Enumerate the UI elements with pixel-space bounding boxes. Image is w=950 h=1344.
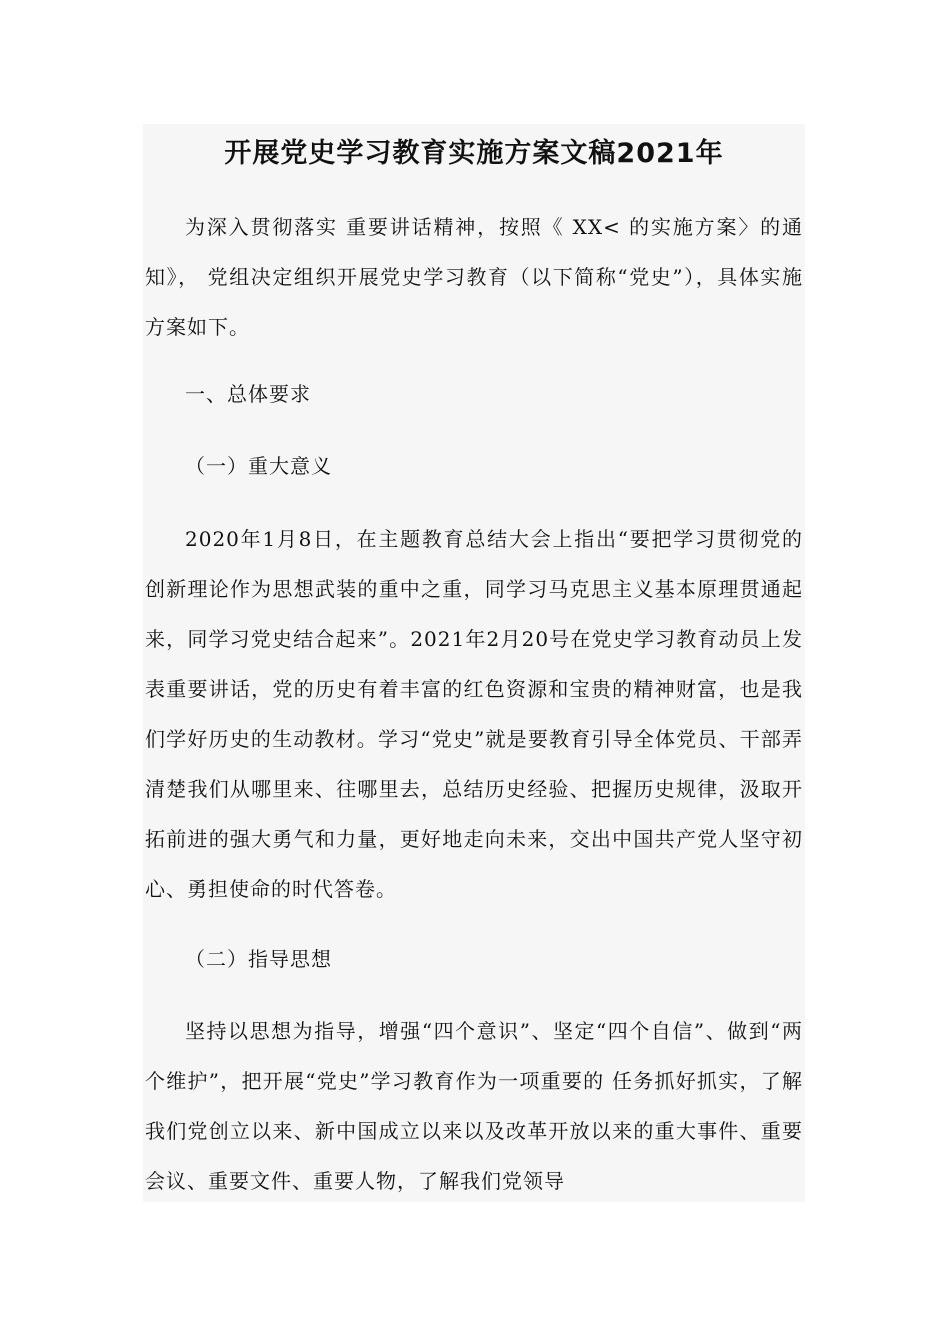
intro-paragraph: 为深入贯彻落实 重要讲话精神，按照《 XX< 的实施方案〉的通知》， 党组决定组织开展党史学习教育（以下简称“党史”），具体实施方案如下。	[145, 215, 803, 339]
subsection-heading-guiding-ideology: （二）指导思想	[185, 947, 332, 971]
document-title: 开展党史学习教育实施方案文稿2021年	[224, 138, 724, 169]
guiding-ideology-paragraph: 坚持以思想为指导，增强“四个意识”、坚定“四个自信”、做到“两个维护”，把开展“党史”学习教育作为一项重要的 任务抓好抓实，了解我们党创立以来、新中国成立以来以及改革开放以来的重大事件、重要会议、重要文件、重要人物，了解我们党领导	[145, 1019, 803, 1193]
section-heading-overall-requirements: 一、总体要求	[185, 382, 311, 406]
document-page	[143, 124, 805, 1202]
subsection-heading-significance: （一）重大意义	[185, 454, 332, 478]
significance-paragraph: 2020年1月8日，在主题教育总结大会上指出“要把学习贯彻党的创新理论作为思想武装的重中之重，同学习马克思主义基本原理贯通起来，同学习党史结合起来”。2021年2月20号在党史学习教育动员上发表重要讲话，党的历史有着丰富的红色资源和宝贵的精神财富，也是我们学好历史的生动教材。学习“党史”就是要教育引导全体党员、干部弄清楚我们从哪里来、往哪里去，总结历史经验、把握历史规律，汲取开拓前进的强大勇气和力量，更好地走向未来，交出中国共产党人坚守初心、勇担使命的时代答卷。	[145, 527, 803, 901]
